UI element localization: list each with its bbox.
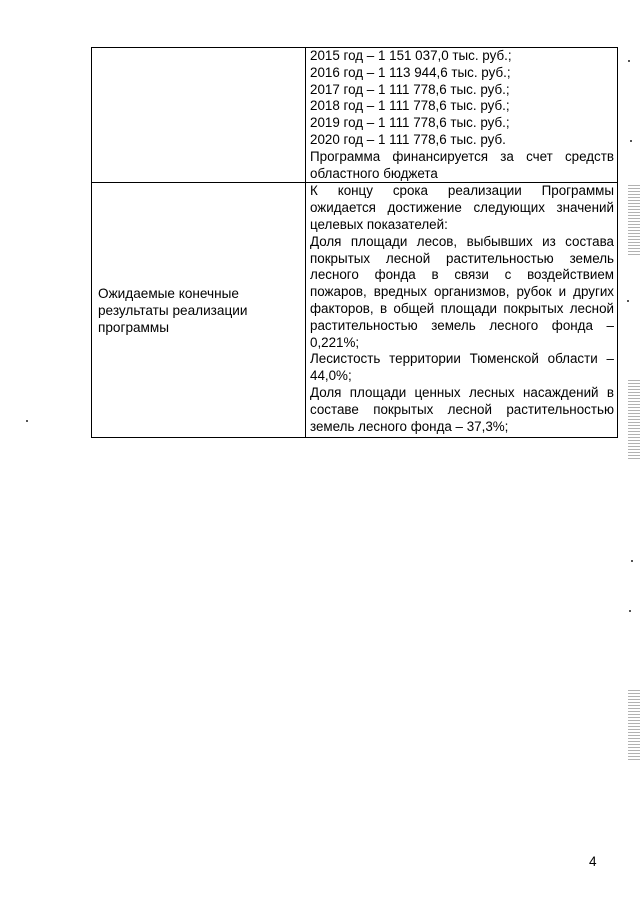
indicator-forest-loss-share: Доля площади лесов, выбывших из состава покрытых лесной растительностью земель лесного фонда в связи с воздействием пожаров, вредных организмов, рубок и других факторов, в общей площади покрытых лесной растительностью земель лесного фонда – 0,221%;	[310, 233, 614, 350]
financing-line-2020: 2020 год – 1 111 778,6 тыс. руб.	[310, 131, 506, 147]
scan-edge-artifact	[628, 380, 640, 460]
scan-edge-artifact	[628, 185, 640, 255]
page-number: 4	[589, 854, 597, 869]
scan-speck	[628, 60, 630, 62]
scan-speck	[630, 140, 632, 142]
results-intro: К концу срока реализации Программы ожидается достижение следующих значений целевых показателей:	[310, 183, 614, 232]
financing-line-2019: 2019 год – 1 111 778,6 тыс. руб.;	[310, 115, 510, 131]
expected-results-label: Ожидаемые конечные результаты реализации программы	[92, 183, 306, 438]
financing-cell	[306, 48, 618, 183]
financing-line-2017: 2017 год – 1 111 778,6 тыс. руб.;	[310, 81, 510, 97]
financing-note: Программа финансируется за счет средств областного бюджета	[310, 148, 614, 181]
program-passport-table	[91, 47, 618, 438]
scan-speck	[631, 560, 633, 562]
financing-line-2018: 2018 год – 1 111 778,6 тыс. руб.;	[310, 98, 510, 114]
indicator-valuable-stands-share: Доля площади ценных лесных насаждений в составе покрытых лесной растительностью земель лесного фонда – 37,3%;	[310, 384, 614, 434]
indicator-forest-cover: Лесистость территории Тюменской области – 44,0%;	[310, 351, 614, 384]
financing-line-2015: 2015 год – 1 151 037,0 тыс. руб.;	[310, 48, 512, 63]
scan-speck	[629, 610, 631, 612]
table-row	[92, 183, 618, 438]
financing-line-2016: 2016 год – 1 113 944,6 тыс. руб.;	[310, 64, 511, 80]
table-row	[92, 48, 618, 183]
cell-bottom-spacer	[306, 435, 617, 437]
scan-speck	[26, 420, 28, 422]
table-cell-empty	[92, 48, 306, 183]
expected-results-cell	[306, 183, 618, 438]
scan-edge-artifact	[628, 690, 640, 760]
scan-speck	[627, 300, 629, 302]
